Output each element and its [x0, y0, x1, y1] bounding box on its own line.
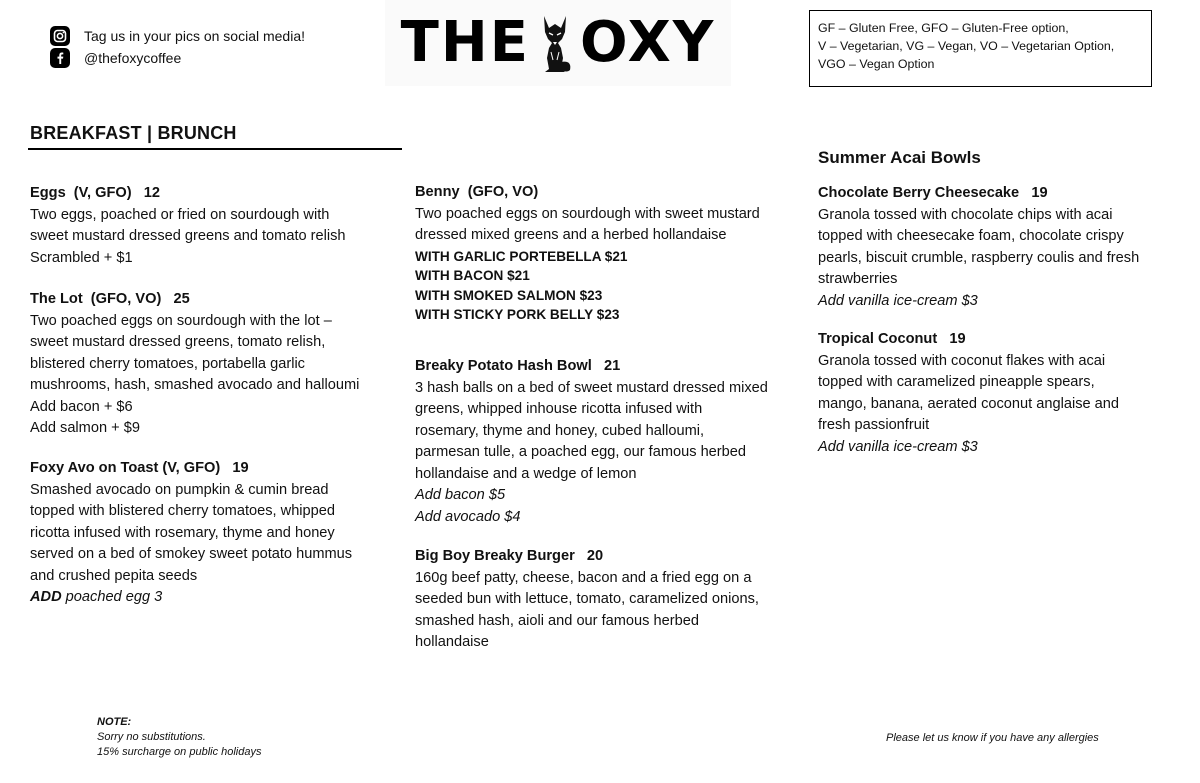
- footer-note: [97, 715, 262, 760]
- item-title: Foxy Avo on Toast (V, GFO) 19: [30, 460, 249, 476]
- item-title: The Lot (GFO, VO) 25: [30, 291, 190, 307]
- menu-item-burger: [415, 546, 805, 654]
- instagram-icon: [50, 26, 70, 46]
- item-description: fresh passionfruit: [818, 417, 930, 433]
- facebook-row: [50, 47, 305, 69]
- section-divider: [28, 148, 402, 150]
- item-addon: Add vanilla ice-cream $3: [818, 292, 978, 309]
- item-description: Smashed avocado on pumpkin & cumin bread: [30, 481, 329, 498]
- menu-item-benny: [415, 182, 805, 325]
- item-addon: Add bacon + $6: [30, 398, 133, 415]
- item-title: Tropical Coconut 19: [818, 331, 966, 347]
- facebook-icon: [50, 48, 70, 68]
- item-description: strawberries: [818, 271, 898, 287]
- social-block: [50, 25, 305, 69]
- menu-item-choc-berry: [818, 183, 1178, 312]
- item-description: and crushed pepita seeds: [30, 567, 198, 584]
- menu-item-eggs: [30, 183, 420, 269]
- item-description: topped with blistered cherry tomatoes, whipped: [30, 503, 336, 519]
- item-title: Big Boy Breaky Burger 20: [415, 548, 604, 564]
- item-title: Eggs (V, GFO) 12: [30, 185, 161, 201]
- item-description: smashed hash, aioli and our famous herbed: [415, 612, 699, 629]
- menu-item-tropical: [818, 329, 1178, 458]
- item-option: WITH GARLIC PORTEBELLA $21: [415, 248, 628, 264]
- item-description: mango, banana, aerated coconut anglaise and: [818, 395, 1120, 412]
- item-title: Benny (GFO, VO): [415, 184, 539, 200]
- item-description: hollandaise and a wedge of lemon: [415, 465, 637, 482]
- facebook-handle: @thefoxycoffee: [84, 50, 182, 66]
- fox-icon: [532, 12, 578, 74]
- item-description: Two poached eggs on sourdough with sweet mustard: [415, 205, 760, 222]
- legend-line: GF – Gluten Free, GFO – Gluten-Free option,: [818, 21, 1069, 35]
- item-addon: Scrambled + $1: [30, 249, 133, 266]
- item-description: Two poached eggs on sourdough with the lot –: [30, 312, 332, 329]
- item-description: Granola tossed with coconut flakes with acai: [818, 352, 1106, 369]
- item-description: pearls, biscuit crumble, raspberry coulis and fresh: [818, 249, 1140, 266]
- item-option: WITH SMOKED SALMON $23: [415, 287, 603, 303]
- logo: [385, 0, 731, 86]
- note-line: 15% surcharge on public holidays: [97, 746, 262, 758]
- instagram-text: Tag us in your pics on social media!: [84, 28, 305, 44]
- item-description: topped with cheesecake foam, chocolate crispy: [818, 228, 1124, 244]
- item-description: seeded bun with lettuce, tomato, caramelized onions,: [415, 591, 759, 607]
- item-addon: Add salmon + $9: [30, 420, 140, 436]
- legend-line: V – Vegetarian, VG – Vegan, VO – Vegetarian Option,: [818, 39, 1115, 53]
- item-addon: [30, 587, 420, 609]
- item-description: blistered cherry tomatoes, portabella garlic: [30, 355, 305, 372]
- item-description: mushrooms, hash, smashed avocado and halloumi: [30, 377, 360, 393]
- logo-word-right: OXY: [579, 10, 716, 75]
- item-description: rosemary, thyme and honey, cubed halloumi,: [415, 422, 705, 439]
- item-description: sweet mustard dressed greens and tomato relish: [30, 228, 346, 244]
- item-option: WITH STICKY PORK BELLY $23: [415, 307, 620, 322]
- item-title: Chocolate Berry Cheesecake 19: [818, 185, 1048, 201]
- legend-line: VGO – Vegan Option: [818, 57, 935, 71]
- note-line: Sorry no substitutions.: [97, 731, 206, 743]
- menu-item-foxy-avo: [30, 458, 420, 609]
- instagram-row: [50, 25, 305, 47]
- item-addon: Add vanilla ice-cream $3: [818, 438, 978, 455]
- menu-item-the-lot: [30, 289, 420, 440]
- item-option: WITH BACON $21: [415, 268, 530, 283]
- addon-rest: poached egg 3: [61, 589, 163, 605]
- item-description: sweet mustard dressed greens, tomato relish,: [30, 334, 326, 350]
- item-description: greens, whipped inhouse ricotta infused with: [415, 401, 703, 417]
- item-description: Granola tossed with chocolate chips with acai: [818, 206, 1113, 223]
- item-description: topped with caramelized pineapple spears,: [818, 374, 1095, 390]
- note-heading: NOTE:: [97, 716, 132, 728]
- section-title: BREAKFAST | BRUNCH: [30, 123, 237, 143]
- item-title: Breaky Potato Hash Bowl 21: [415, 358, 621, 374]
- item-description: hollandaise: [415, 634, 489, 650]
- item-addon: Add bacon $5: [415, 487, 506, 503]
- item-description: ricotta infused with rosemary, thyme and honey: [30, 524, 335, 541]
- addon-lead: ADD: [30, 589, 62, 605]
- item-description: parmesan tulle, a poached egg, our famous herbed: [415, 444, 747, 460]
- menu-item-hash-bowl: [415, 356, 805, 528]
- item-description: served on a bed of smokey sweet potato hummus: [30, 546, 353, 562]
- item-addon: Add avocado $4: [415, 508, 521, 525]
- item-description: 160g beef patty, cheese, bacon and a fried egg on a: [415, 569, 752, 586]
- dietary-legend: [809, 10, 1152, 87]
- acai-section-title: Summer Acai Bowls: [818, 148, 981, 167]
- allergy-notice: Please let us know if you have any allergies: [886, 732, 1099, 744]
- item-description: Two eggs, poached or fried on sourdough with: [30, 206, 330, 223]
- item-description: 3 hash balls on a bed of sweet mustard dressed mixed: [415, 379, 768, 396]
- item-description: dressed mixed greens and a herbed hollandaise: [415, 227, 727, 243]
- logo-word-left: THE: [400, 10, 530, 75]
